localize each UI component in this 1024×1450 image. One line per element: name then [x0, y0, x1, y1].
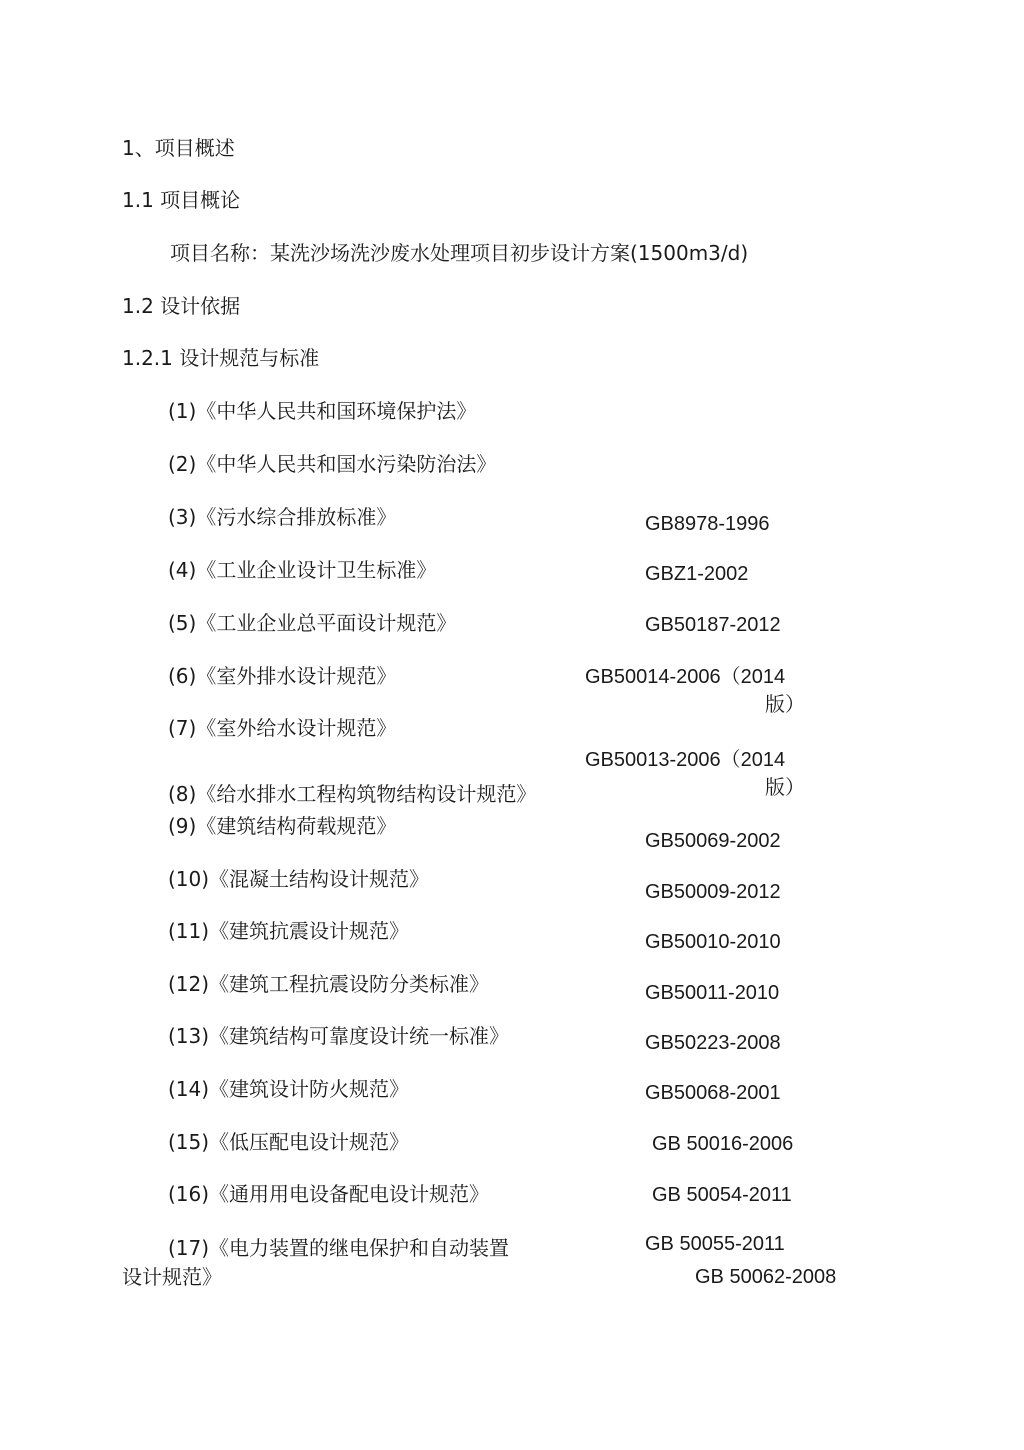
standard-code: GB 50016-2006	[652, 1133, 794, 1155]
list-item: (7)《室外给水设计规范》	[168, 716, 397, 740]
list-item: (6)《室外排水设计规范》	[168, 664, 397, 688]
list-item: (17)《电力装置的继电保护和自动装置	[168, 1236, 510, 1260]
standard-code: GB50223-2008	[645, 1032, 781, 1054]
list-item: (8)《给水排水工程构筑物结构设计规范》	[168, 782, 537, 806]
list-item: (3)《污水综合排放标准》	[168, 505, 397, 529]
standard-code: GB50009-2012	[645, 881, 781, 903]
standard-code: GB50068-2001	[645, 1082, 781, 1104]
heading-codes-standards: 1.2.1 设计规范与标准	[122, 346, 320, 370]
list-item: (16)《通用用电设备配电设计规范》	[168, 1182, 490, 1206]
list-item: (14)《建筑设计防火规范》	[168, 1077, 410, 1101]
standard-code: GB50011-2010	[645, 982, 780, 1004]
heading-project-overview: 1、项目概述	[122, 136, 235, 160]
standard-code-line2: 版）	[765, 694, 805, 716]
standard-code: GB50013-2006（2014	[585, 749, 786, 771]
list-item: (10)《混凝土结构设计规范》	[168, 867, 430, 891]
standard-code: GB 50062-2008	[695, 1266, 837, 1288]
standard-code: GB 50054-2011	[652, 1184, 792, 1206]
list-item-continuation: 设计规范》	[122, 1265, 222, 1289]
standard-code: GB8978-1996	[645, 513, 770, 535]
list-item: (11)《建筑抗震设计规范》	[168, 919, 410, 943]
list-item: (15)《低压配电设计规范》	[168, 1130, 410, 1154]
list-item: (1)《中华人民共和国环境保护法》	[168, 399, 477, 423]
standard-code: GB50187-2012	[645, 614, 781, 636]
standard-code: GB50014-2006（2014	[585, 666, 786, 688]
list-item: (12)《建筑工程抗震设防分类标准》	[168, 972, 490, 996]
project-name-line: 项目名称：某洗沙场洗沙废水处理项目初步设计方案(1500m3/d)	[170, 241, 749, 265]
heading-project-summary: 1.1 项目概论	[122, 188, 241, 212]
list-item: (13)《建筑结构可靠度设计统一标准》	[168, 1024, 510, 1048]
clipped-standard-code	[645, 1232, 825, 1255]
list-item: (2)《中华人民共和国水污染防治法》	[168, 452, 497, 476]
list-item: (5)《工业企业总平面设计规范》	[168, 611, 457, 635]
standard-code: GB 50055-2011	[645, 1233, 785, 1255]
list-item: (9)《建筑结构荷载规范》	[168, 814, 397, 838]
standard-code: GB50010-2010	[645, 931, 781, 953]
standard-code: GBZ1-2002	[645, 563, 749, 585]
standard-code-line2: 版）	[765, 777, 805, 799]
standard-code: GB50069-2002	[645, 830, 781, 852]
list-item: (4)《工业企业设计卫生标准》	[168, 558, 437, 582]
heading-design-basis: 1.2 设计依据	[122, 294, 241, 318]
